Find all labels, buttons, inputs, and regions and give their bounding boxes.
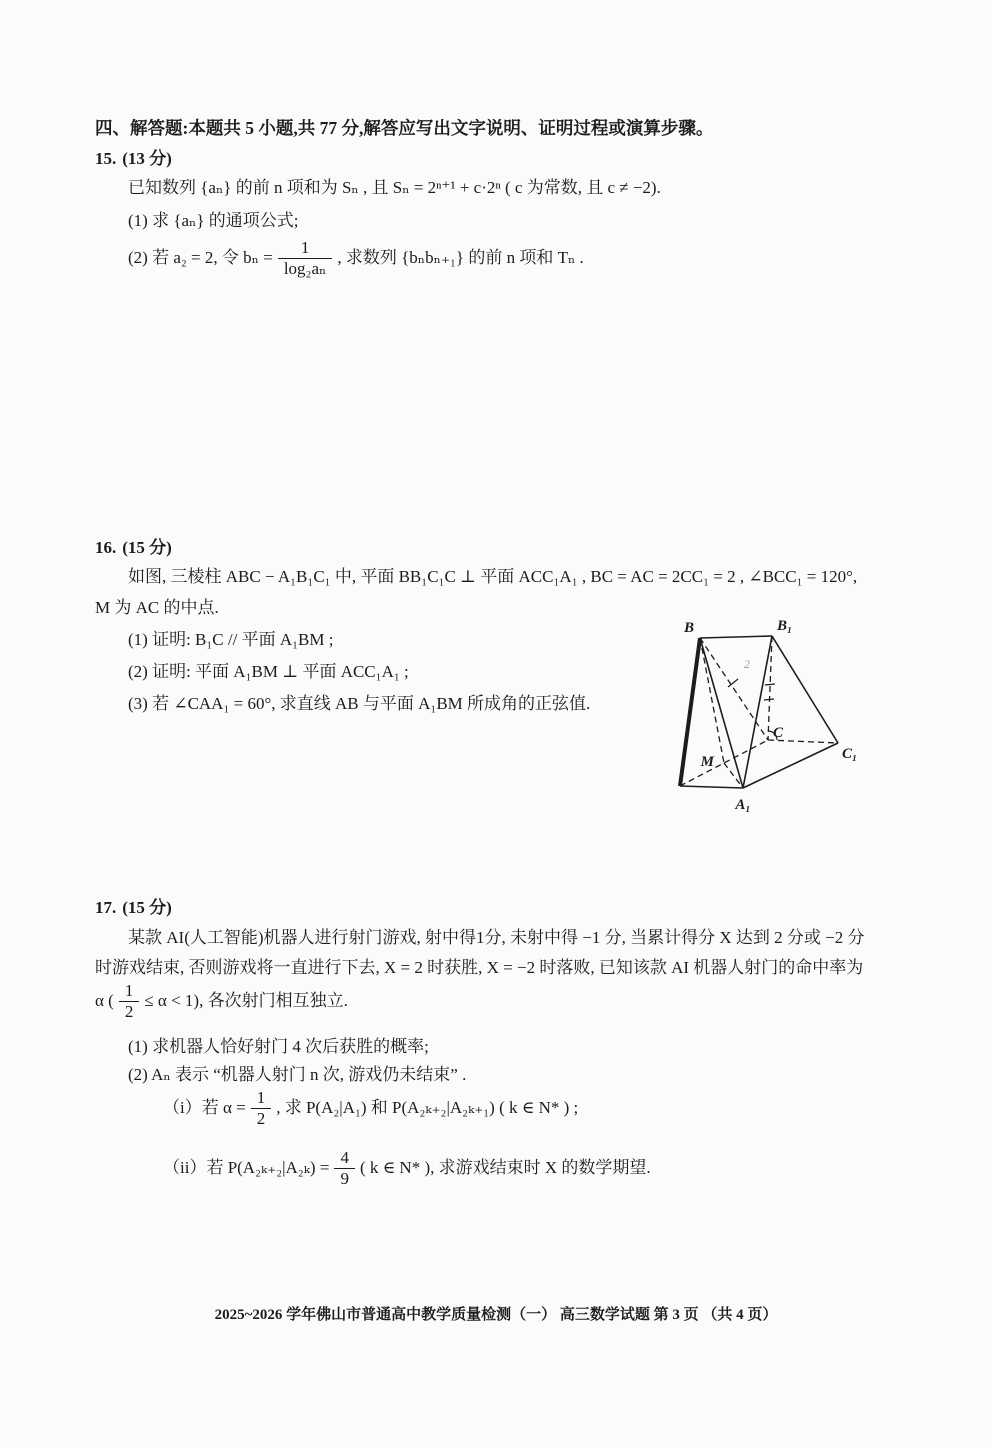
page-footer: 2025~2026 学年佛山市普通高中教学质量检测（一） 高三数学试题 第 3 页 （共 4 页） bbox=[214, 1307, 778, 1323]
p17-part2-i-post: , 求 P(A₂|A₁) 和 P(A₂ₖ₊₂|A₂ₖ₊₁) ( k ∈ N* ) ; bbox=[276, 1098, 579, 1118]
vertex-label-b1: B₁ bbox=[777, 618, 793, 634]
fraction-denominator: 9 bbox=[334, 1168, 355, 1189]
p15-number: 15. bbox=[95, 149, 117, 168]
p15-part2-post: , 求数列 {bₙbₙ₊₁} 的前 n 项和 Tₙ . bbox=[337, 248, 584, 268]
p15-points: (13 分) bbox=[122, 149, 172, 168]
p15-statement: 已知数列 {aₙ} 的前 n 项和为 Sₙ , 且 Sₙ = 2ⁿ⁺¹ + c·2ⁿ ( c 为常数, 且 c ≠ −2). bbox=[128, 178, 661, 197]
fraction-denominator: 2 bbox=[251, 1108, 272, 1129]
vertex-label-c1: C₁ bbox=[842, 746, 858, 762]
p17-number-line bbox=[95, 897, 172, 918]
fraction-numerator: 1 bbox=[124, 981, 134, 1000]
p17-part2-ii bbox=[163, 1148, 651, 1188]
p16-points: (15 分) bbox=[122, 538, 172, 557]
p15-part1: (1) 求 {aₙ} 的通项公式; bbox=[128, 211, 299, 230]
p17-part2-ii-post: ( k ∈ N* ), 求游戏结束时 X 的数学期望. bbox=[359, 1158, 651, 1178]
p17-part2-i bbox=[163, 1088, 578, 1128]
p17-alpha-line bbox=[95, 981, 348, 1021]
p17-alpha-fraction bbox=[119, 981, 140, 1021]
prism-figure bbox=[650, 610, 880, 825]
figure-faint-mark: 2 bbox=[744, 657, 750, 671]
fraction-denominator: log₂aₙ bbox=[278, 258, 333, 279]
p17-part2-i-pre: （i）若 α = bbox=[163, 1098, 246, 1118]
vertex-label-c: C bbox=[773, 725, 784, 741]
p17-part2-ii-pre: （ii）若 P(A₂ₖ₊₂|A₂ₖ) = bbox=[163, 1158, 330, 1178]
p15-part2-fraction bbox=[278, 238, 333, 278]
vertex-label-b: B bbox=[683, 620, 694, 636]
p16-part1: (1) 证明: B₁C // 平面 A₁BM ; bbox=[128, 630, 334, 649]
fraction-denominator: 2 bbox=[119, 1001, 140, 1022]
p16-part3: (3) 若 ∠CAA₁ = 60°, 求直线 AB 与平面 A₁BM 所成角的正弦值. bbox=[128, 694, 591, 713]
p17-points: (15 分) bbox=[122, 898, 172, 917]
prism-figure-svg bbox=[650, 610, 880, 825]
p15-part2 bbox=[128, 238, 584, 278]
p16-number: 16. bbox=[95, 538, 117, 557]
p17-part1: (1) 求机器人恰好射门 4 次后获胜的概率; bbox=[128, 1037, 429, 1056]
p16-statement-line1: 如图, 三棱柱 ABC − A₁B₁C₁ 中, 平面 BB₁C₁C ⊥ 平面 ACC₁A₁ , BC = AC = 2CC₁ = 2 , ∠BCC₁ = 120°, bbox=[128, 567, 858, 586]
p17-statement-line1: 某款 AI(人工智能)机器人进行射门游戏, 射中得1分, 未射中得 −1 分, 当累计得分 X 达到 2 分或 −2 分 bbox=[128, 928, 865, 947]
p17-part2-ii-fraction bbox=[334, 1148, 355, 1188]
p17-part2-i-fraction bbox=[251, 1088, 272, 1128]
fraction-numerator: 4 bbox=[340, 1148, 349, 1167]
fraction-numerator: 1 bbox=[300, 238, 310, 257]
p17-statement-line2: 时游戏结束, 否则游戏将一直进行下去, X = 2 时获胜, X = −2 时落败, 已知该款 AI 机器人射门的命中率为 bbox=[95, 958, 864, 977]
p17-part2: (2) Aₙ 表示 “机器人射门 n 次, 游戏仍未结束” . bbox=[128, 1065, 467, 1084]
p16-statement-line2: M 为 AC 的中点. bbox=[95, 598, 219, 617]
p15-part2-pre: (2) 若 a₂ = 2, 令 bₙ = bbox=[128, 248, 273, 268]
p16-part2: (2) 证明: 平面 A₁BM ⊥ 平面 ACC₁A₁ ; bbox=[128, 662, 409, 681]
vertex-label-m: M bbox=[700, 754, 714, 770]
vertex-label-a1: A₁ bbox=[735, 797, 751, 813]
p17-alpha-post: ≤ α < 1), 各次射门相互独立. bbox=[144, 991, 348, 1011]
p15-number-line bbox=[95, 148, 172, 169]
p17-alpha-pre: α ( bbox=[95, 991, 114, 1011]
fraction-numerator: 1 bbox=[256, 1088, 266, 1107]
p16-number-line bbox=[95, 537, 172, 558]
p17-number: 17. bbox=[95, 898, 117, 917]
section-header: 四、解答题:本题共 5 小题,共 77 分,解答应写出文字说明、证明过程或演算步骤。 bbox=[95, 118, 714, 138]
